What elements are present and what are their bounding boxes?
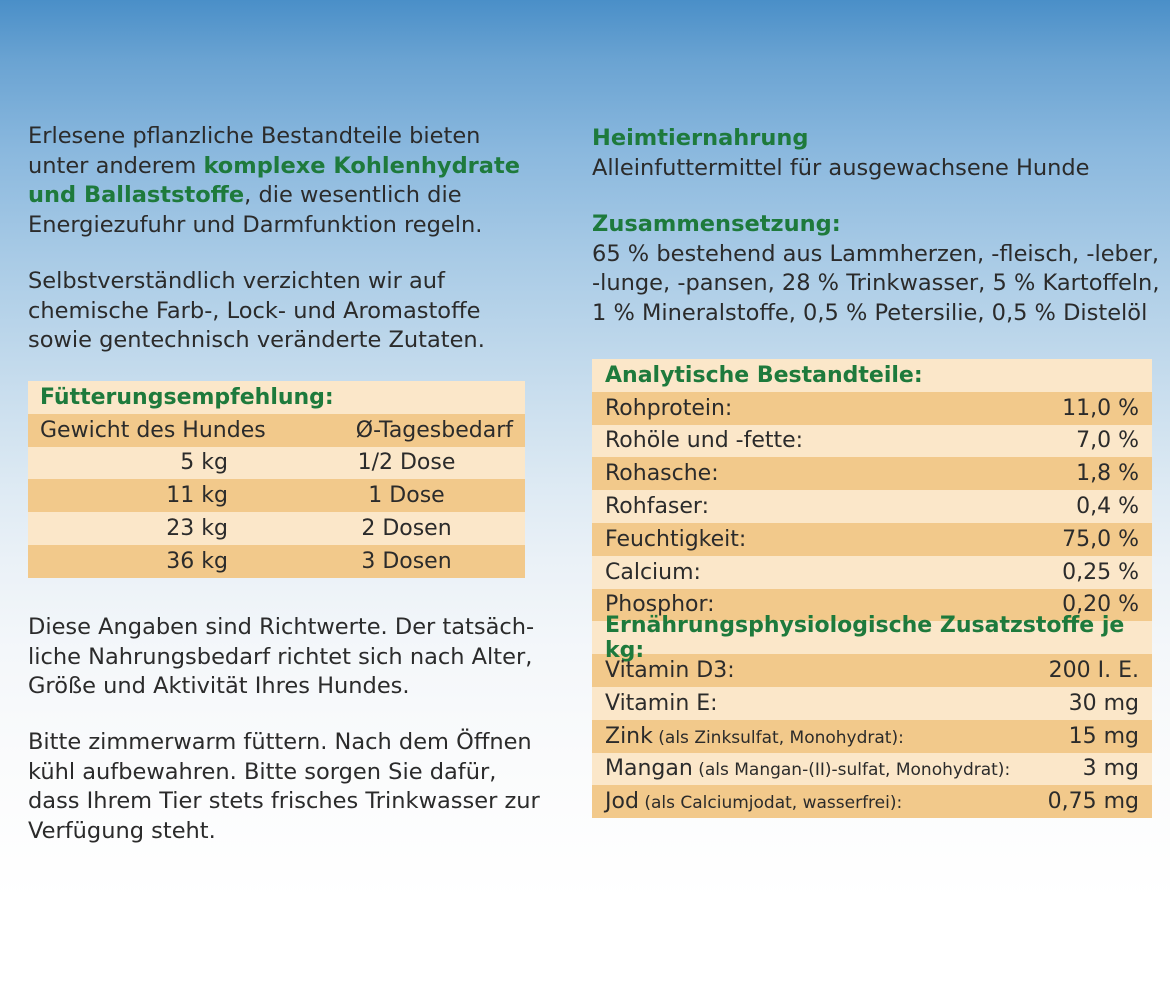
supplements-table-title: Ernährungsphysiologische Zusatzstoffe je kg: <box>592 621 1152 654</box>
table-row: Zink (als Zinksulfat, Monohydrat): 15 mg <box>592 720 1152 753</box>
table-row: Rohfaser: 0,4 % <box>592 490 1152 523</box>
table-row: Rohöle und -fette: 7,0 % <box>592 425 1152 458</box>
table-row: Calcium: 0,25 % <box>592 556 1152 589</box>
table-row: Rohasche: 1,8 % <box>592 457 1152 490</box>
analysis-table-title: Analytische Bestandteile: <box>592 359 1152 392</box>
table-row: Vitamin E: 30 mg <box>592 687 1152 720</box>
feeding-table-title: Fütterungsempfehlung: <box>28 381 525 414</box>
table-row: Rohprotein: 11,0 % <box>592 392 1152 425</box>
table-row: Vitamin D3: 200 I. E. <box>592 654 1152 687</box>
guideline-note: Diese Angaben sind Richtwerte. Der tatsäch- liche Nahrungsbedarf richtet sich nach Alter, Größe und Aktivität Ihres Hundes. <box>28 614 535 699</box>
table-row: Feuchtigkeit: 75,0 % <box>592 523 1152 556</box>
table-row: Mangan (als Mangan-(II)-sulfat, Monohydrat): 3 mg <box>592 753 1152 786</box>
feeding-table <box>28 381 525 578</box>
storage-note: Bitte zimmerwarm füttern. Nach dem Öffnen kühl aufbewahren. Bitte sorgen Sie dafür, dass Ihrem Tier stets frisches Trinkwasser zur Verfügung steht. <box>28 729 540 844</box>
table-row: 5 kg 1/2 Dose <box>28 447 525 480</box>
table-row: Jod (als Calciumjodat, wasserfrei): 0,75 mg <box>592 785 1152 818</box>
table-row: 11 kg 1 Dose <box>28 479 525 512</box>
composition-section: Zusammensetzung: 65 % bestehend aus Lammherzen, -fleisch, -leber, -lunge, -pansen, 28 % Trinkwasser, 5 % Kartoffeln, 1 % Mineralstoffe, 0,5 % Petersilie, 0,5 % Distelöl <box>592 211 1160 326</box>
feeding-table-header: Gewicht des Hundes Ø-Tagesbedarf <box>28 414 525 447</box>
analysis-table <box>592 359 1152 818</box>
table-row: 23 kg 2 Dosen <box>28 512 525 545</box>
table-row: 36 kg 3 Dosen <box>28 545 525 578</box>
product-heading: Heimtiernahrung Alleinfuttermittel für ausgewachsene Hunde <box>592 125 1090 181</box>
table-row: Phosphor: 0,20 % <box>592 589 1152 622</box>
additives-paragraph: Selbstverständlich verzichten wir auf chemische Farb-, Lock- und Aromastoffe sowie gentechnisch veränderte Zutaten. <box>28 268 485 353</box>
intro-paragraph: Erlesene pflanzliche Bestandteile bieten unter anderem komplexe Kohlenhydrate und Ballaststoffe, die wesentlich die Energiezufuhr und Darmfunktion regeln. <box>28 123 520 238</box>
